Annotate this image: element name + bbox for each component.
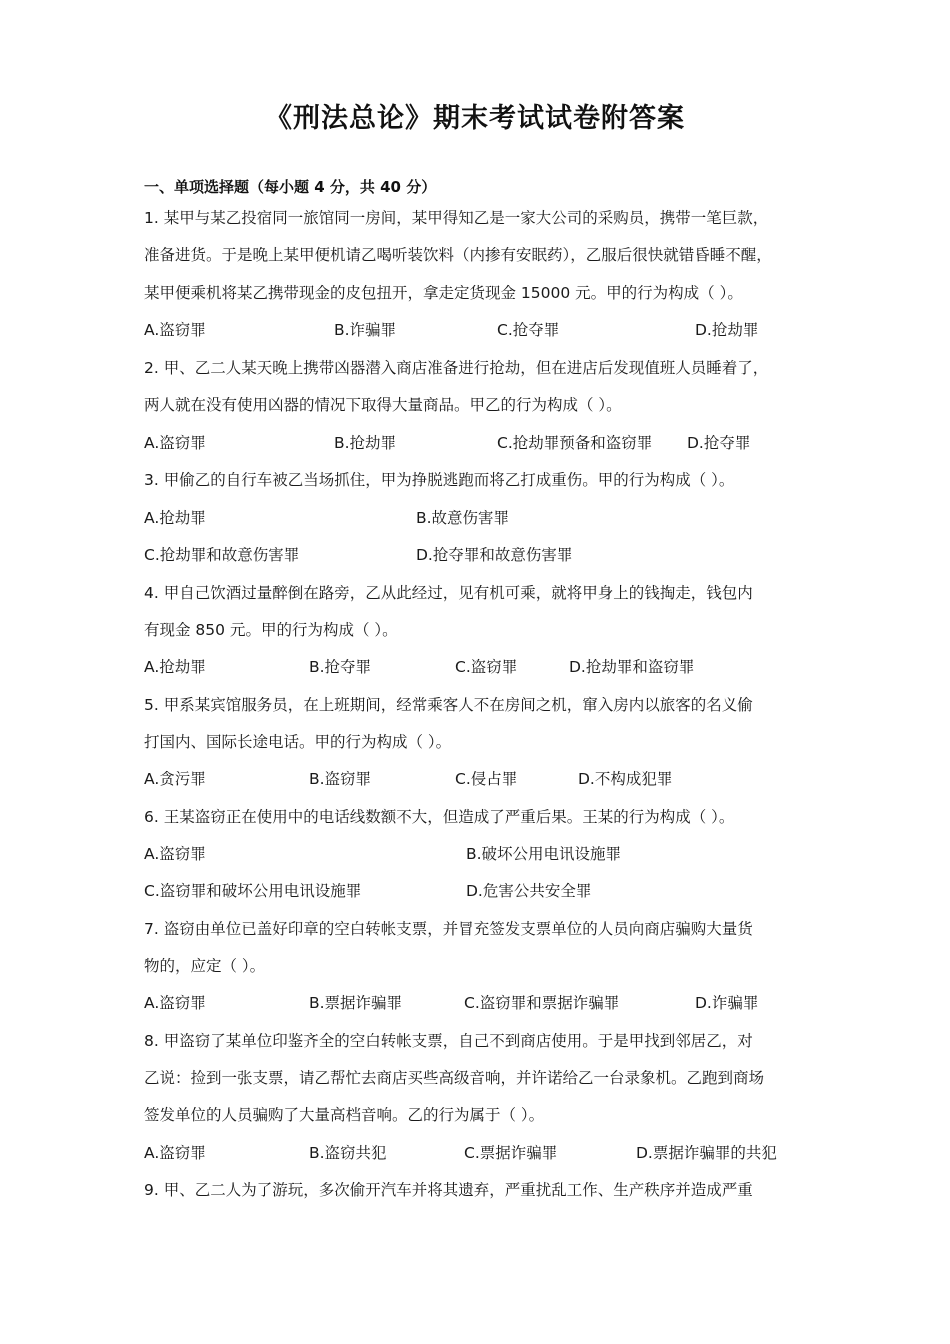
question-7-option-c: C.盗窃罪和票据诈骗罪	[464, 994, 620, 1012]
question-1-line-1: 1. 某甲与某乙投宿同一旅馆同一房间，某甲得知乙是一家大公司的采购员，携带一笔巨款，	[144, 209, 769, 227]
question-1-option-a: A.盗窃罪	[144, 321, 206, 339]
question-1-option-b: B.诈骗罪	[334, 321, 397, 339]
question-8-line-1: 8. 甲盗窃了某单位印鉴齐全的空白转帐支票，自己不到商店使用。于是甲找到邻居乙，对	[144, 1032, 753, 1050]
question-4-line-1: 4. 甲自己饮酒过量醉倒在路旁，乙从此经过，见有机可乘，就将甲身上的钱掏走，钱包内	[144, 584, 753, 602]
question-2-line-2: 两人就在没有使用凶器的情况下取得大量商品。甲乙的行为构成（ ）。	[144, 396, 622, 414]
question-7-option-d: D.诈骗罪	[695, 994, 759, 1012]
document-title: 《刑法总论》期末考试试卷附答案	[265, 103, 685, 134]
question-1-option-d: D.抢劫罪	[695, 321, 759, 339]
question-5-option-a: A.贪污罪	[144, 770, 206, 788]
question-3-option-d: D.抢夺罪和故意伤害罪	[416, 546, 573, 564]
question-6-line-1: 6. 王某盗窃正在使用中的电话线数额不大，但造成了严重后果。王某的行为构成（ ）。	[144, 808, 735, 826]
question-4-option-a: A.抢劫罪	[144, 658, 206, 676]
question-5-line-2: 打国内、国际长途电话。甲的行为构成（ ）。	[144, 733, 452, 751]
question-6-option-c: C.盗窃罪和破坏公用电讯设施罪	[144, 882, 362, 900]
question-5-option-c: C.侵占罪	[455, 770, 518, 788]
question-5-option-b: B.盗窃罪	[309, 770, 372, 788]
question-8-option-c: C.票据诈骗罪	[464, 1144, 558, 1162]
question-8-option-b: B.盗窃共犯	[309, 1144, 387, 1162]
question-4-line-2: 有现金 850 元。甲的行为构成（ ）。	[144, 621, 398, 639]
question-4-option-c: C.盗窃罪	[455, 658, 518, 676]
question-7-option-a: A.盗窃罪	[144, 994, 206, 1012]
question-6-option-b: B.破坏公用电讯设施罪	[466, 845, 622, 863]
question-2-option-b: B.抢劫罪	[334, 434, 397, 452]
question-5-line-1: 5. 甲系某宾馆服务员，在上班期间，经常乘客人不在房间之机，窜入房内以旅客的名义偷	[144, 696, 753, 714]
question-8-option-d: D.票据诈骗罪的共犯	[636, 1144, 777, 1162]
question-5-option-d: D.不构成犯罪	[578, 770, 673, 788]
question-4-option-b: B.抢夺罪	[309, 658, 372, 676]
question-8-line-2: 乙说：捡到一张支票，请乙帮忙去商店买些高级音响，并许诺给乙一台录象机。乙跑到商场	[144, 1069, 765, 1087]
question-7-option-b: B.票据诈骗罪	[309, 994, 403, 1012]
question-1-line-3: 某甲便乘机将某乙携带现金的皮包扭开，拿走定货现金 15000 元。甲的行为构成（ ）。	[144, 284, 743, 302]
question-9-line-1: 9. 甲、乙二人为了游玩，多次偷开汽车并将其遗弃，严重扰乱工作、生产秩序并造成严重	[144, 1181, 753, 1199]
question-8-line-3: 签发单位的人员骗购了大量高档音响。乙的行为属于（ ）。	[144, 1106, 545, 1124]
question-6-option-a: A.盗窃罪	[144, 845, 206, 863]
question-3-line-1: 3. 甲偷乙的自行车被乙当场抓住，甲为挣脱逃跑而将乙打成重伤。甲的行为构成（ ）。	[144, 471, 735, 489]
question-4-option-d: D.抢劫罪和盗窃罪	[569, 658, 695, 676]
question-8-option-a: A.盗窃罪	[144, 1144, 206, 1162]
question-7-line-1: 7. 盗窃由单位已盖好印章的空白转帐支票，并冒充签发支票单位的人员向商店骗购大量货	[144, 920, 753, 938]
question-3-option-b: B.故意伤害罪	[416, 509, 510, 527]
section-heading: 一、单项选择题（每小题 4 分，共 40 分）	[144, 178, 437, 196]
question-2-line-1: 2. 甲、乙二人某天晚上携带凶器潜入商店准备进行抢劫，但在进店后发现值班人员睡着了，	[144, 359, 769, 377]
question-1-option-c: C.抢夺罪	[497, 321, 560, 339]
question-6-option-d: D.危害公共安全罪	[466, 882, 592, 900]
question-2-option-a: A.盗窃罪	[144, 434, 206, 452]
question-1-line-2: 准备进货。于是晚上某甲便机请乙喝听装饮料（内掺有安眠药），乙服后很快就错昏睡不醒，	[144, 246, 772, 264]
question-2-option-d: D.抢夺罪	[687, 434, 751, 452]
question-3-option-c: C.抢劫罪和故意伤害罪	[144, 546, 300, 564]
question-2-option-c: C.抢劫罪预备和盗窃罪	[497, 434, 653, 452]
question-3-option-a: A.抢劫罪	[144, 509, 206, 527]
question-7-line-2: 物的，应定（ ）。	[144, 957, 266, 975]
